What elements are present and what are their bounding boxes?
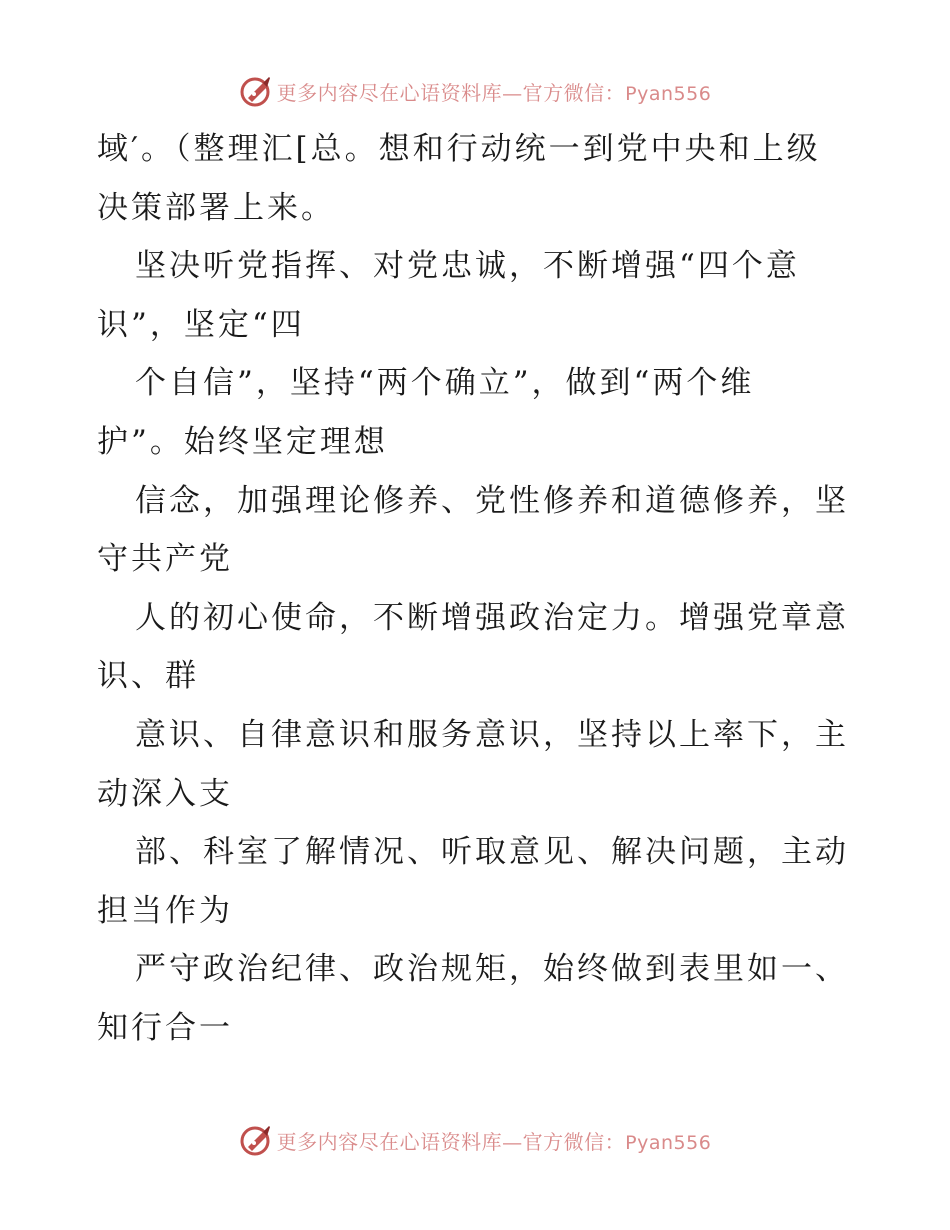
text-line: 识”，坚定“四	[97, 306, 305, 343]
footer-watermark	[0, 1120, 950, 1160]
text-line: 人的初心使命，不断增强政治定力。增强党章意	[135, 599, 849, 636]
text-line: 坚决听党指挥、对党忠诚，不断增强“四个意	[135, 248, 800, 285]
pen-logo-icon	[239, 1123, 273, 1157]
pen-logo-icon	[239, 74, 273, 108]
text-line: 个自信”，坚持“两个确立”，做到“两个维	[135, 365, 755, 402]
text-line: 知行合一	[97, 1009, 233, 1046]
text-line: 动深入支	[97, 775, 233, 812]
watermark-text: 更多内容尽在心语资料库—官方微信：Pyan556	[276, 1129, 712, 1154]
header-watermark	[0, 71, 950, 111]
watermark-text: 更多内容尽在心语资料库—官方微信：Pyan556	[276, 80, 712, 105]
text-line: 域′。（整理汇[总。想和行动统一到党中央和上级	[97, 131, 821, 167]
text-line: 信念，加强理论修养、党性修养和道德修养，坚	[135, 482, 849, 519]
text-line: 识、群	[97, 658, 199, 695]
text-line: 部、科室了解情况、听取意见、解决问题，主动	[135, 834, 849, 871]
text-line: 意识、自律意识和服务意识，坚持以上率下，主	[135, 716, 849, 753]
text-line: 严守政治纪律、政治规矩，始终做到表里如一、	[135, 951, 849, 988]
text-line: 决策部署上来。	[97, 189, 335, 226]
document-body	[97, 120, 857, 1058]
text-line: 护”。始终坚定理想	[97, 423, 388, 460]
text-line: 担当作为	[97, 892, 233, 929]
text-line: 守共产党	[97, 541, 233, 578]
